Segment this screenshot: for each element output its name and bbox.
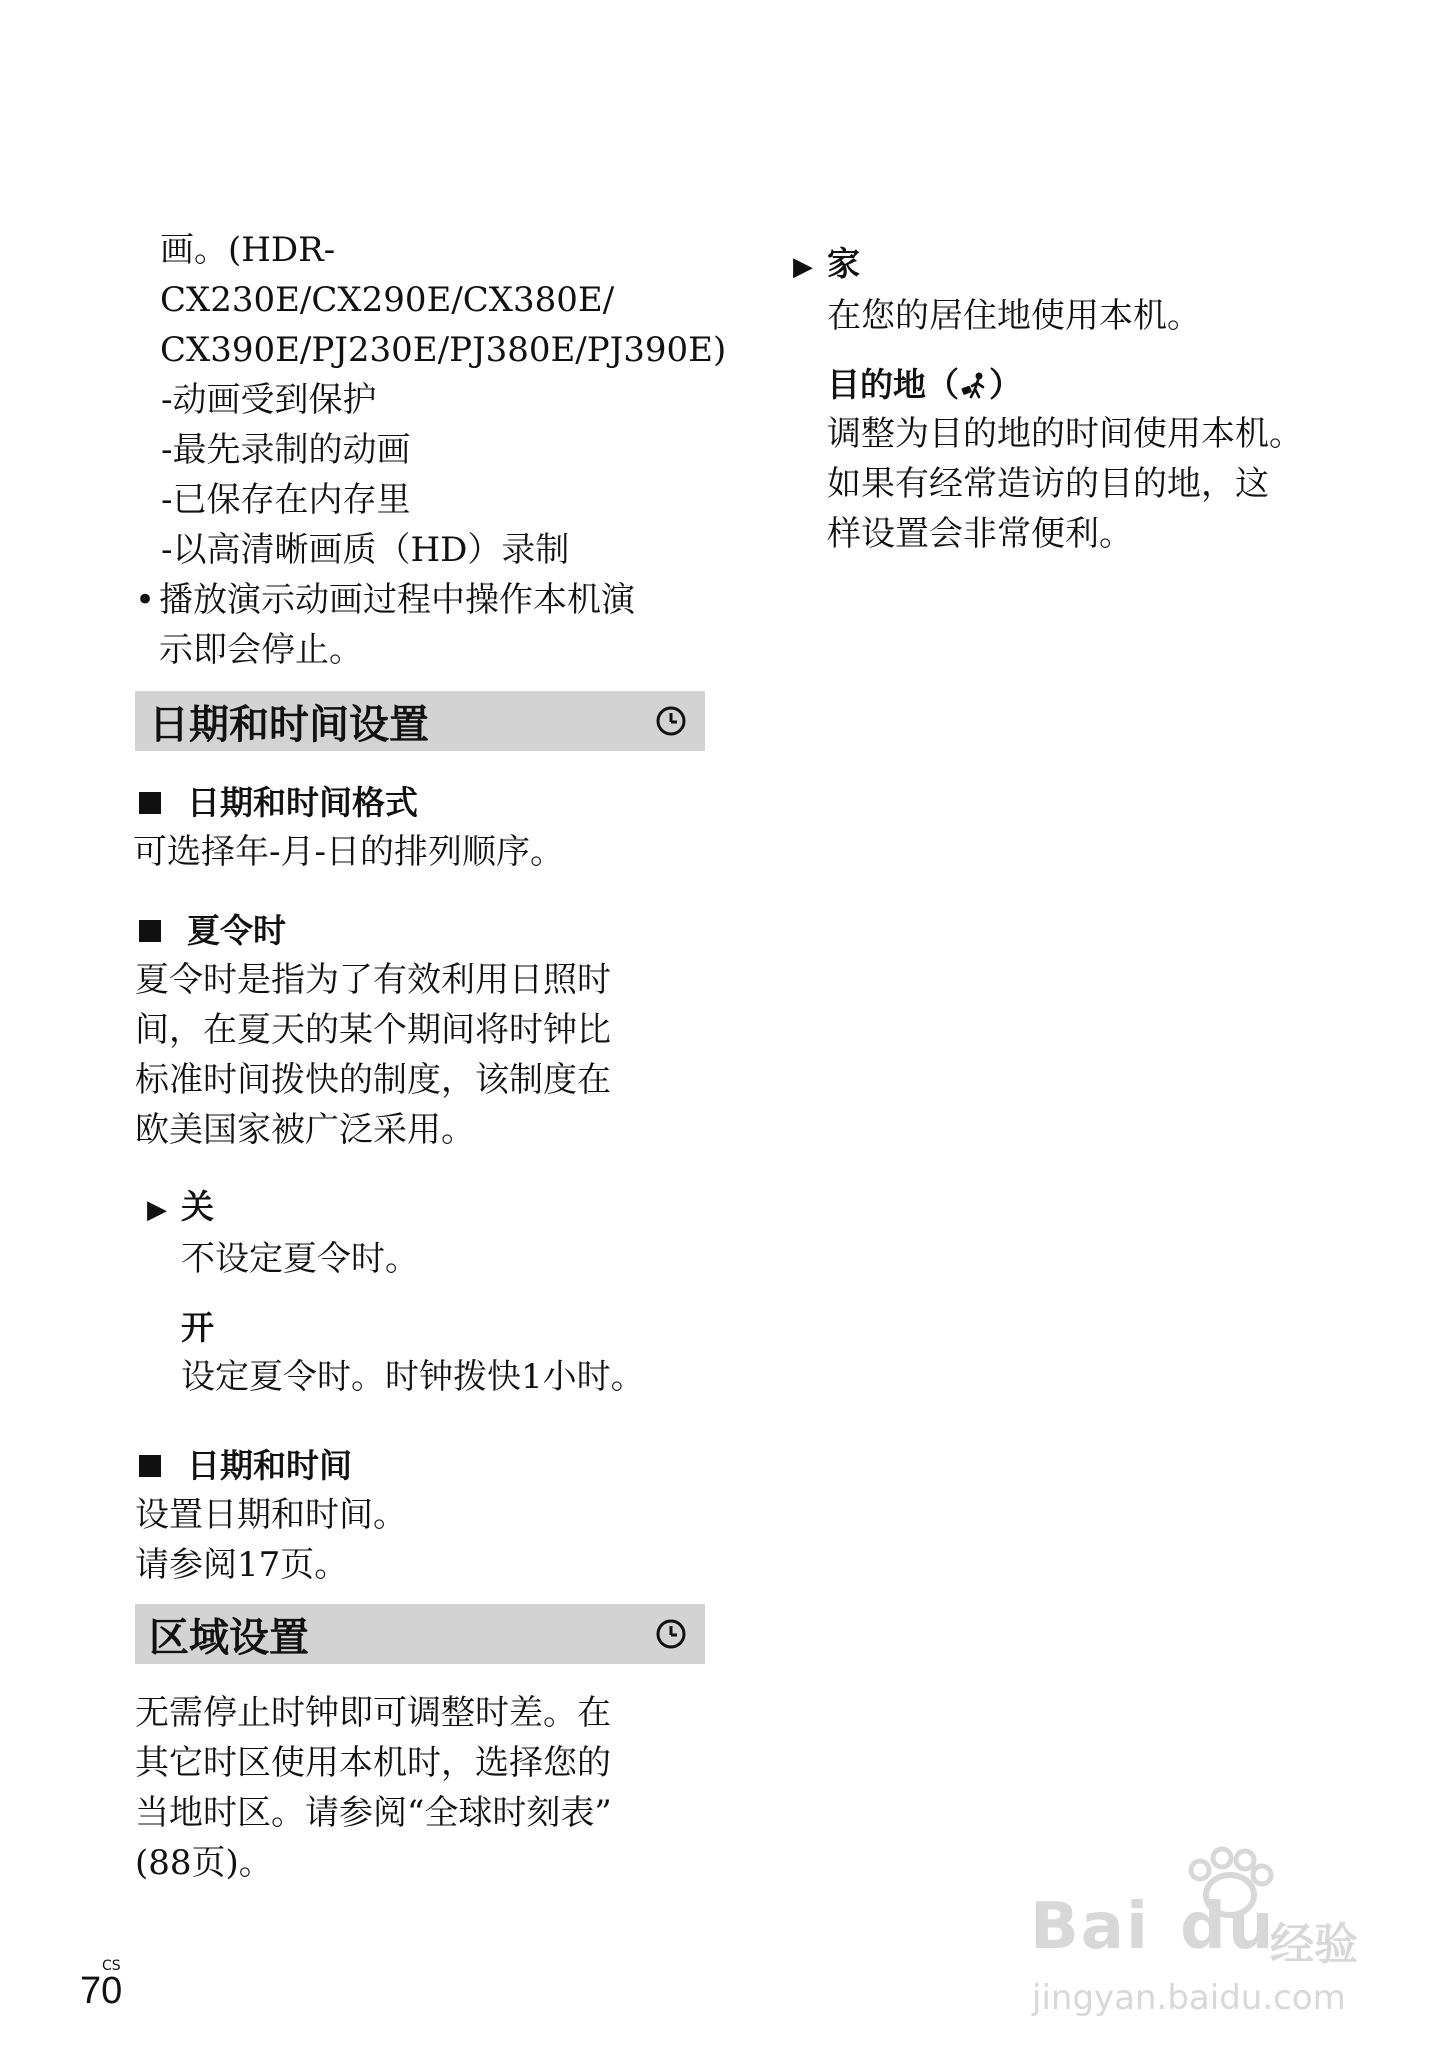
page-number [80, 1958, 123, 2013]
option-label-end: ） [989, 365, 1022, 404]
dash-item: -以高清晰画质（HD）录制 [161, 530, 570, 570]
section-title: 区域设置 [149, 1614, 309, 1661]
option-label: 家 [827, 244, 860, 283]
area-desc-line: 无需停止时钟即可调整时差。在 [135, 1693, 611, 1733]
section-title: 日期和时间设置 [149, 701, 429, 748]
triangle-marker-icon: ▶ [147, 1195, 167, 1225]
date-format-desc: 可选择年-月-日的排列顺序。 [133, 832, 564, 872]
clock-icon [655, 1618, 687, 1650]
dash-item: -动画受到保护 [161, 380, 377, 420]
option-home [793, 240, 1353, 291]
right-column [793, 240, 1353, 559]
option-label: 关 [181, 1187, 214, 1226]
option-desc-line: 样设置会非常便利。 [827, 514, 1133, 554]
subheading-dst [135, 907, 705, 955]
bullet-square-icon [139, 920, 161, 942]
option-desc-line: 如果有经常造访的目的地，这 [827, 464, 1269, 504]
area-desc-line: 当地时区。请参阅“全球时刻表” [135, 1793, 612, 1833]
clock-icon [655, 705, 687, 737]
option-on [181, 1304, 705, 1352]
dash-item: -已保存在内存里 [161, 480, 411, 520]
subheading-text: 日期和时间格式 [187, 783, 418, 822]
date-time-desc: 设置日期和时间。 [135, 1495, 407, 1535]
dash-item: -最先录制的动画 [161, 430, 411, 470]
subheading-text: 夏令时 [187, 911, 286, 950]
left-column [133, 225, 727, 1888]
subheading-date-format [135, 779, 705, 827]
option-label: 开 [181, 1308, 214, 1347]
option-label: 目的地（ [827, 365, 959, 404]
dst-desc-line: 夏令时是指为了有效利用日照时 [135, 960, 611, 1000]
subheading-text: 日期和时间 [187, 1446, 352, 1485]
option-desc-line: 调整为目的地的时间使用本机。 [827, 414, 1303, 454]
option-desc: 不设定夏令时。 [181, 1239, 419, 1279]
dst-desc-line: 标准时间拨快的制度，该制度在 [135, 1060, 611, 1100]
page-superscript: CS [102, 1958, 121, 1974]
bullet-item [135, 575, 705, 675]
bullet-line-2: 示即会停止。 [159, 630, 363, 670]
date-time-ref: 请参阅17页。 [135, 1545, 349, 1585]
watermark-url: jingyan.baidu.com [1032, 1978, 1346, 2018]
watermark-brand: Bai [1030, 1890, 1150, 1964]
dst-options [147, 1183, 705, 1402]
bullet-dot-icon: • [135, 580, 156, 620]
watermark-brand-cn: 经验 [1270, 1919, 1358, 1970]
bullet-square-icon [139, 1455, 161, 1477]
traveler-icon [959, 370, 989, 400]
watermark-brand-paw: du [1180, 1890, 1276, 1964]
section-header-date-time [135, 691, 705, 751]
dst-desc-line: 欧美国家被广泛采用。 [135, 1110, 475, 1150]
option-destination [827, 361, 1353, 409]
bullet-square-icon [139, 792, 161, 814]
intro-line-1: 画。(HDR-CX230E/CX290E/CX380E/ [160, 230, 615, 320]
dst-desc-line: 间，在夏天的某个期间将时钟比 [135, 1010, 611, 1050]
option-off [147, 1183, 705, 1234]
bullet-text [159, 575, 635, 675]
option-desc: 在您的居住地使用本机。 [827, 296, 1201, 336]
area-desc-line: (88页)。 [135, 1843, 273, 1883]
page-number-text: 70 [80, 1970, 123, 2012]
area-desc-line: 其它时区使用本机时，选择您的 [135, 1743, 611, 1783]
bullet-line-1: 播放演示动画过程中操作本机演 [159, 580, 635, 620]
baidu-watermark [1030, 1860, 1390, 2050]
section-header-area [135, 1604, 705, 1664]
intro-line-2: CX390E/PJ230E/PJ380E/PJ390E) [160, 330, 727, 370]
option-desc: 设定夏令时。时钟拨快1小时。 [181, 1357, 645, 1397]
subheading-date-time [135, 1442, 705, 1490]
triangle-marker-icon: ▶ [793, 252, 813, 282]
